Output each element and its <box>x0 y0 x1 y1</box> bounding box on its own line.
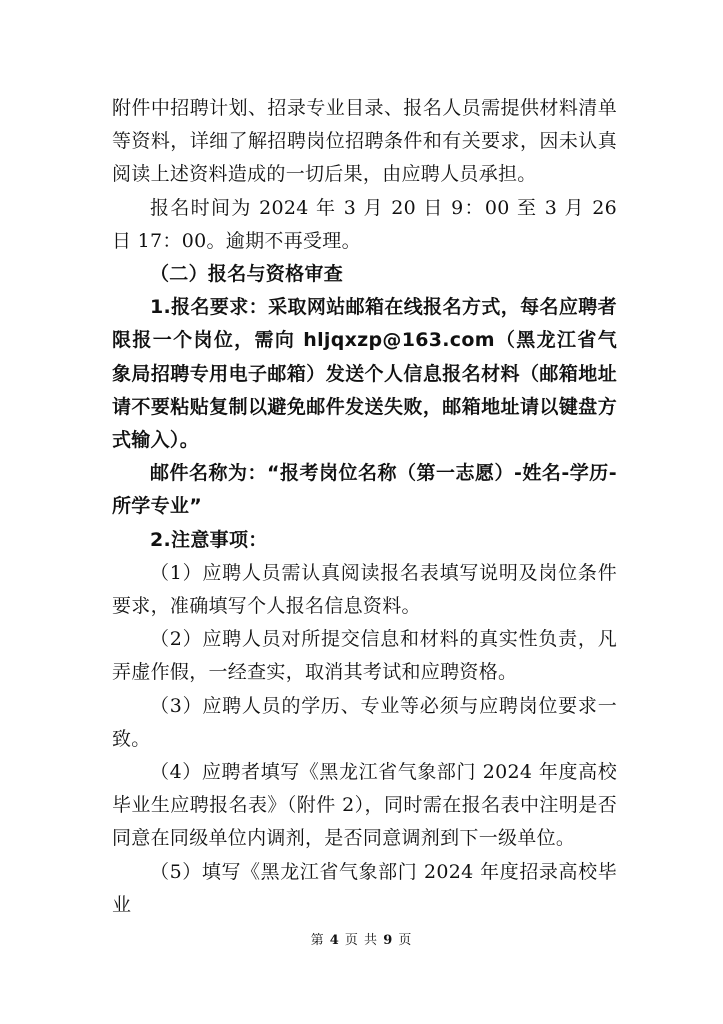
footer-total-pages: 9 <box>383 933 394 948</box>
paragraph-attachment-note: 附件中招聘计划、招录专业目录、报名人员需提供材料清单等资料，详细了解招聘岗位招聘条件和有关要求，因未认真阅读上述资料造成的一切后果，由应聘人员承担。 <box>112 97 617 186</box>
note-item-4: （4）应聘者填写《黑龙江省气象部门 2024 年度高校毕业生应聘报名表》（附件 2），同时需在报名表中注明是否同意在同级单位内调剂，是否同意调剂到下一级单位。 <box>112 761 617 850</box>
page-number-footer <box>0 929 723 948</box>
footer-middle: 页 共 <box>344 933 379 948</box>
footer-prefix: 第 <box>310 933 325 948</box>
paragraph-email-subject: 邮件名称为：“报考岗位名称（第一志愿）-姓名-学历-所学专业” <box>112 462 617 518</box>
footer-suffix: 页 <box>398 933 413 948</box>
note-item-3: （3）应聘人员的学历、专业等必须与应聘岗位要求一致。 <box>112 694 617 750</box>
note-item-1: （1）应聘人员需认真阅读报名表填写说明及岗位条件要求，准确填写个人报名信息资料。 <box>112 561 617 618</box>
paragraph-registration-requirements: 1.报名要求：采取网站邮箱在线报名方式，每名应聘者限报一个岗位，需向 hljqxzp@163.com（黑龙江省气象局招聘专用电子邮箱）发送个人信息报名材料（邮箱地址请不要粘贴复制以避免邮件发送失败，邮箱地址请以键盘方式输入）。 <box>112 296 617 452</box>
document-body <box>112 92 617 922</box>
subheading-notes: 2.注意事项： <box>150 528 268 551</box>
paragraph-registration-time: 报名时间为 2024 年 3 月 20 日 9：00 至 3 月 26 日 17：00。逾期不再受理。 <box>112 196 617 252</box>
section-heading-registration: （二）报名与资格审查 <box>150 263 344 286</box>
note-item-5: （5）填写《黑龙江省气象部门 2024 年度招录高校毕业 <box>112 860 617 916</box>
note-item-2: （2）应聘人员对所提交信息和材料的真实性负责，凡弄虚作假，一经查实，取消其考试和应聘资格。 <box>112 628 617 684</box>
footer-current-page: 4 <box>329 933 340 948</box>
